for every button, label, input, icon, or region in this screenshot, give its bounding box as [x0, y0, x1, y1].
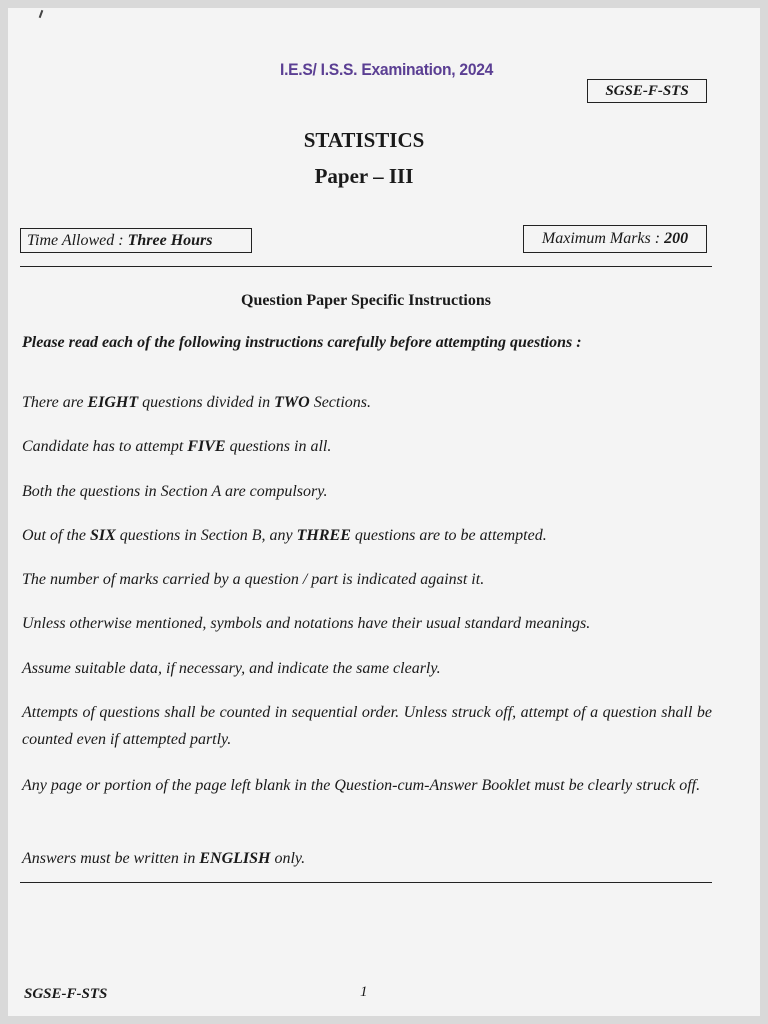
text-segment: Candidate has to attempt: [22, 438, 188, 455]
paper-number: Paper – III: [314, 164, 414, 188]
instruction-blank-pages: Any page or portion of the page left blank in the Question-cum-Answer Booklet must be clearly struck off.: [22, 777, 701, 794]
emphasis: EIGHT: [87, 394, 139, 411]
text-segment: Out of the: [22, 527, 90, 544]
emphasis: TWO: [274, 394, 310, 411]
emphasis: SIX: [90, 527, 116, 544]
text-segment: only.: [270, 850, 306, 867]
instruction-marks: The number of marks carried by a question / part is indicated against it.: [22, 571, 485, 588]
instruction-attempt-count: [22, 433, 712, 460]
time-value: Three Hours: [127, 231, 213, 249]
top-divider: [20, 266, 712, 267]
footer-paper-code: SGSE-F-STS: [24, 986, 108, 1002]
exam-page: [8, 8, 760, 1016]
instructions-title: Question Paper Specific Instructions: [241, 292, 491, 309]
text-segment: Sections.: [309, 394, 372, 411]
instruction-data: Assume suitable data, if necessary, and indicate the same clearly.: [22, 660, 441, 677]
marks-label: Maximum Marks :: [541, 230, 661, 247]
corner-mark: [39, 10, 44, 18]
text-segment: questions divided in: [138, 394, 275, 411]
instruction-sequential-order: Attempts of questions shall be counted in sequential order. Unless struck off, attempt of a question shall be counted even if attempted partly.: [22, 704, 712, 748]
time-label: Time Allowed :: [27, 231, 124, 249]
bottom-divider: [20, 882, 712, 883]
time-allowed-box: [20, 228, 252, 253]
examination-stamp: I.E.S/ I.S.S. Examination, 2024: [280, 60, 494, 79]
instruction-notations: Unless otherwise mentioned, symbols and notations have their usual standard meanings.: [22, 615, 591, 632]
text-segment: questions in Section B, any: [115, 527, 297, 544]
text-segment: questions are to be attempted.: [350, 527, 547, 544]
emphasis: FIVE: [187, 438, 226, 455]
instruction-sections: [22, 389, 712, 416]
text-segment: There are: [22, 394, 88, 411]
paper-code-box: SGSE-F-STS: [587, 79, 707, 103]
instructions-lead: Please read each of the following instructions carefully before attempting questions :: [22, 334, 582, 351]
instruction-section-a: Both the questions in Section A are compulsory.: [22, 483, 328, 500]
emphasis: THREE: [296, 527, 351, 544]
maximum-marks-box: [523, 225, 707, 253]
text-segment: Answers must be written in: [22, 850, 200, 867]
emphasis: ENGLISH: [199, 850, 271, 867]
subject-title: STATISTICS: [303, 128, 425, 152]
text-segment: questions in all.: [225, 438, 332, 455]
instruction-section-b: [22, 522, 712, 549]
instruction-language: [22, 845, 712, 872]
page-number: 1: [360, 984, 368, 1000]
marks-value: 200: [664, 230, 689, 247]
